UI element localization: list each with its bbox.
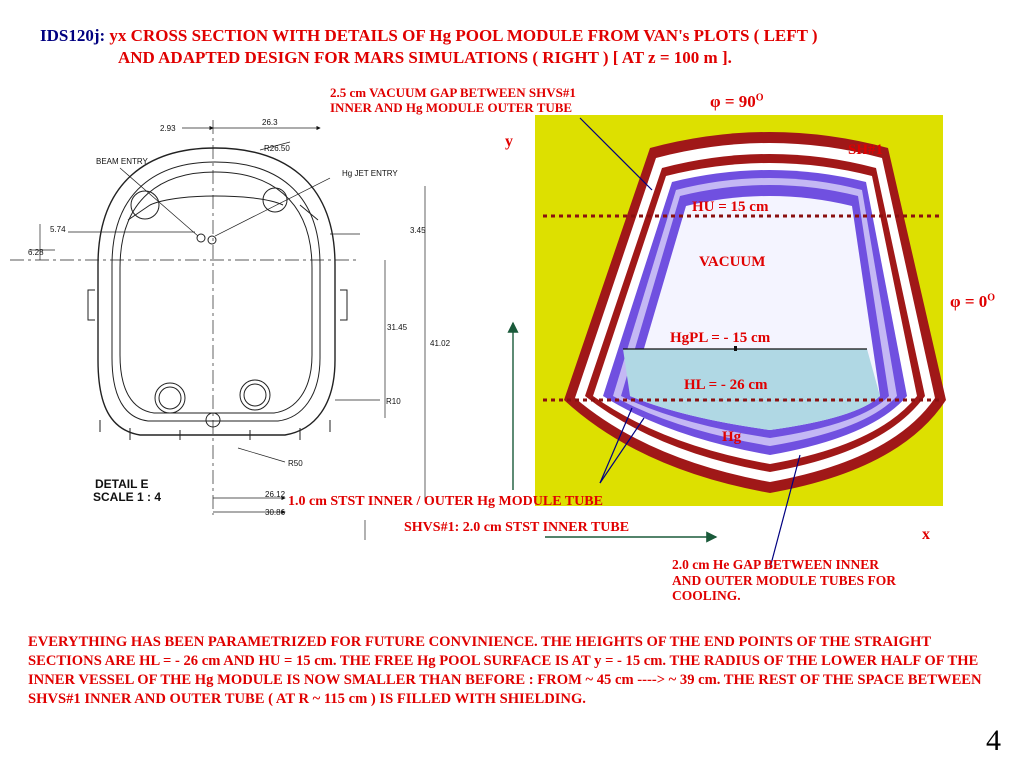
description-paragraph: EVERYTHING HAS BEEN PARAMETRIZED FOR FUTURE CONVINIENCE. THE HEIGHTS OF THE END POINTS OF THE STRAIGHT SECTIONS ARE HL = - 26 cm AND HU = 15 cm. THE FREE Hg POOL SURFACE IS AT y = - 15 cm. THE RADIUS OF THE LOWER HALF OF THE INNER VESSEL OF THE Hg MODULE IS NOW SMALLER THAN BEFORE : FROM ~ 45 cm ----> ~ 39 cm. THE REST OF THE SPACE BETWEEN SHVS#1 INNER AND OUTER TUBE ( AT R ~ 115 cm ) IS FILLED WITH SHIELDING. <box>28 634 982 707</box>
dim-5-74: 5.74 <box>50 225 66 234</box>
drawing-rib-3 <box>100 420 330 440</box>
drawing-hole-top-left <box>131 191 159 219</box>
he-gap-annotation <box>672 557 896 604</box>
drawing-inner-body <box>112 162 320 421</box>
hl-label: HL = - 26 cm <box>684 377 768 393</box>
sh1-label: SH#1 <box>848 142 884 158</box>
dim-r10: R10 <box>386 397 401 406</box>
hg-label: Hg <box>722 429 742 445</box>
dim-6-28: 6.28 <box>28 248 44 257</box>
dim-r26-50: R26.50 <box>264 144 290 153</box>
page-number: 4 <box>986 724 1001 757</box>
hgpl-label: HgPL = - 15 cm <box>670 330 771 346</box>
beam-entry-label: BEAM ENTRY <box>96 157 148 166</box>
drawing-dimensions <box>28 118 451 517</box>
dim-30-86: 30.86 <box>265 508 286 517</box>
y-axis-label: y <box>505 133 513 150</box>
dim-26-3: 26.3 <box>262 118 278 127</box>
dim-r50: R50 <box>288 459 303 468</box>
he-gap-line1: 2.0 cm He GAP BETWEEN INNER <box>672 557 880 572</box>
phi-90-label <box>710 92 764 112</box>
hu-label: HU = 15 cm <box>692 199 769 215</box>
phi-0-text: φ = 0 <box>950 292 988 311</box>
drawing-hole-jet-1 <box>197 234 205 242</box>
detail-scale: SCALE 1 : 4 <box>93 490 162 504</box>
hg-jet-entry-label: Hg JET ENTRY <box>342 169 398 178</box>
dim-26-12: 26.12 <box>265 490 286 499</box>
he-gap-line2: AND OUTER MODULE TUBES FOR <box>672 572 897 588</box>
shvs-tube-label: SHVS#1: 2.0 cm STST INNER TUBE <box>404 520 630 535</box>
phi-90-text: φ = 90 <box>710 92 756 111</box>
phi-0-sup: O <box>987 292 996 304</box>
dim-3-45: 3.45 <box>410 226 426 235</box>
title-tag: IDS120j: <box>40 26 106 45</box>
drawing-rib-2 <box>88 290 347 320</box>
x-axis-label: x <box>922 526 930 543</box>
page-subtitle: AND ADAPTED DESIGN FOR MARS SIMULATIONS ( RIGHT ) [ AT z = 100 m ]. <box>118 48 732 67</box>
detail-title: DETAIL E <box>95 477 149 491</box>
drawing-outer-body <box>98 148 335 435</box>
engineering-drawing <box>10 120 425 540</box>
phi-0-label <box>950 292 995 312</box>
drawing-hole-bottom-right-inner <box>244 384 266 406</box>
vacuum-label: VACUUM <box>699 254 766 270</box>
he-gap-line3: COOLING. <box>672 588 741 604</box>
phi-90-sup: O <box>755 92 764 104</box>
drawing-hole-jet-2 <box>208 236 216 244</box>
dim-41-02: 41.02 <box>430 339 451 348</box>
dim-31-45: 31.45 <box>387 323 408 332</box>
drawing-hole-bottom-left-inner <box>159 387 181 409</box>
dim-2-93: 2.93 <box>160 124 176 133</box>
title-line1: yx CROSS SECTION WITH DETAILS OF Hg POOL MODULE FROM VAN's PLOTS ( LEFT ) <box>105 26 818 45</box>
stst-tube-label: 1.0 cm STST INNER / OUTER Hg MODULE TUBE <box>288 494 603 509</box>
vacuum-gap-line2: INNER AND Hg MODULE OUTER TUBE <box>330 99 573 115</box>
vacuum-gap-annotation <box>330 86 576 116</box>
vacuum-gap-line1: 2.5 cm VACUUM GAP BETWEEN SHVS#1 <box>330 85 576 100</box>
detail-label <box>93 477 161 504</box>
